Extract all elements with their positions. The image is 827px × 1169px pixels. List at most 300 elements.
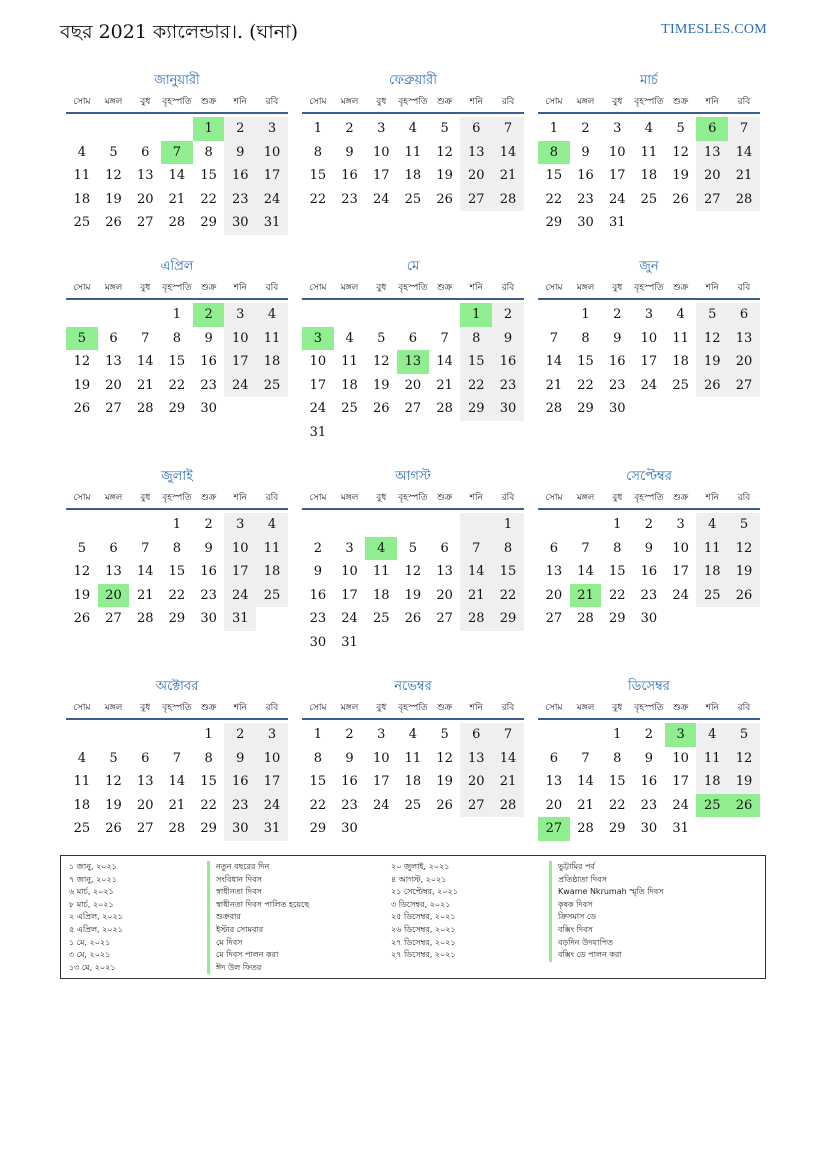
day-cell[interactable]: 14 [460, 560, 492, 584]
day-cell[interactable]: 19 [696, 350, 728, 374]
day-cell[interactable]: 9 [313, 564, 322, 579]
day-cell[interactable]: 10 [372, 144, 390, 160]
day-cell[interactable]: 17 [341, 587, 358, 603]
day-cell[interactable]: 18 [341, 377, 358, 393]
day-cell[interactable]: 21 [570, 584, 602, 608]
day-cell[interactable]: 14 [728, 141, 760, 165]
day-cell[interactable]: 11 [696, 537, 728, 561]
day-cell[interactable]: 16 [492, 350, 524, 374]
day-cell[interactable]: 23 [224, 794, 256, 818]
day-cell[interactable]: 8 [613, 750, 622, 766]
day-cell[interactable]: 16 [224, 164, 256, 188]
day-cell[interactable]: 7 [492, 117, 524, 141]
day-cell[interactable]: 16 [608, 354, 626, 369]
day-cell[interactable]: 10 [224, 537, 256, 561]
day-cell[interactable]: 18 [696, 560, 728, 584]
day-cell[interactable]: 8 [204, 750, 213, 766]
day-cell[interactable]: 10 [672, 750, 689, 766]
day-cell[interactable]: 10 [640, 330, 658, 346]
day-cell[interactable]: 15 [168, 354, 186, 369]
day-cell[interactable]: 10 [608, 144, 626, 160]
day-cell[interactable]: 29 [608, 821, 626, 836]
day-cell[interactable]: 30 [640, 821, 658, 836]
day-cell[interactable]: 4 [676, 307, 685, 322]
day-cell[interactable]: 22 [309, 797, 327, 813]
day-cell[interactable]: 4 [696, 513, 728, 537]
day-cell[interactable]: 4 [256, 303, 288, 327]
day-cell[interactable]: 2 [644, 517, 654, 532]
day-cell[interactable]: 11 [256, 327, 288, 351]
day-cell[interactable]: 1 [313, 727, 322, 742]
day-cell[interactable]: 25 [696, 794, 728, 818]
day-cell[interactable]: 6 [141, 750, 150, 766]
day-cell[interactable]: 18 [404, 774, 422, 789]
day-cell[interactable]: 5 [377, 330, 386, 346]
day-cell[interactable]: 24 [224, 374, 256, 398]
day-cell[interactable]: 14 [168, 774, 186, 789]
day-cell[interactable]: 7 [492, 723, 524, 747]
day-cell[interactable]: 6 [460, 723, 492, 747]
day-cell[interactable]: 22 [200, 797, 217, 813]
day-cell[interactable]: 11 [640, 144, 658, 160]
day-cell[interactable]: 15 [168, 564, 186, 579]
day-cell[interactable]: 9 [224, 141, 256, 165]
day-cell[interactable]: 13 [728, 327, 760, 351]
day-cell[interactable]: 4 [408, 121, 418, 136]
day-cell[interactable]: 26 [696, 374, 728, 398]
day-cell[interactable]: 2 [193, 303, 225, 327]
day-cell[interactable]: 3 [613, 121, 622, 136]
day-cell[interactable]: 29 [200, 821, 217, 836]
day-cell[interactable]: 29 [492, 607, 524, 631]
day-cell[interactable]: 17 [224, 350, 256, 374]
day-cell[interactable]: 11 [696, 747, 728, 771]
day-cell[interactable]: 10 [256, 747, 288, 771]
day-cell[interactable]: 5 [676, 121, 685, 136]
day-cell[interactable]: 6 [696, 117, 728, 141]
day-cell[interactable]: 13 [136, 168, 154, 183]
day-cell[interactable]: 3 [224, 513, 256, 537]
day-cell[interactable]: 24 [256, 188, 288, 212]
day-cell[interactable]: 17 [256, 164, 288, 188]
day-cell[interactable]: 19 [728, 560, 760, 584]
day-cell[interactable]: 18 [404, 168, 422, 183]
day-cell[interactable]: 30 [200, 401, 217, 416]
day-cell[interactable]: 12 [404, 564, 422, 579]
day-cell[interactable]: 7 [460, 537, 492, 561]
day-cell[interactable]: 21 [545, 377, 563, 393]
day-cell[interactable]: 15 [309, 774, 327, 789]
day-cell[interactable]: 26 [73, 401, 91, 416]
day-cell[interactable]: 7 [161, 141, 193, 165]
day-cell[interactable]: 16 [341, 168, 358, 183]
day-cell[interactable]: 21 [460, 584, 492, 608]
day-cell[interactable]: 7 [728, 117, 760, 141]
day-cell[interactable]: 17 [672, 774, 689, 789]
day-cell[interactable]: 30 [224, 211, 256, 235]
day-cell[interactable]: 8 [492, 537, 524, 561]
day-cell[interactable]: 6 [460, 117, 492, 141]
day-cell[interactable]: 31 [256, 211, 288, 235]
day-cell[interactable]: 21 [728, 164, 760, 188]
day-cell[interactable]: 13 [136, 774, 154, 789]
day-cell[interactable]: 1 [204, 727, 213, 742]
day-cell[interactable]: 21 [136, 377, 154, 393]
day-cell[interactable]: 20 [460, 164, 492, 188]
day-cell[interactable]: 21 [492, 164, 524, 188]
day-cell[interactable]: 12 [436, 144, 453, 160]
day-cell[interactable]: 28 [168, 215, 186, 230]
day-cell[interactable]: 25 [256, 374, 288, 398]
day-cell[interactable]: 30 [577, 215, 594, 230]
day-cell[interactable]: 26 [73, 611, 91, 626]
day-cell[interactable]: 13 [397, 350, 429, 374]
day-cell[interactable]: 5 [440, 121, 449, 136]
day-cell[interactable]: 15 [309, 168, 327, 183]
day-cell[interactable]: 20 [436, 587, 453, 603]
day-cell[interactable]: 9 [613, 330, 622, 346]
day-cell[interactable]: 26 [105, 215, 122, 230]
day-cell[interactable]: 11 [256, 537, 288, 561]
day-cell[interactable]: 7 [440, 330, 449, 346]
day-cell[interactable]: 28 [577, 611, 594, 626]
day-cell[interactable]: 20 [136, 797, 154, 813]
day-cell[interactable]: 5 [696, 303, 728, 327]
day-cell[interactable]: 13 [460, 747, 492, 771]
day-cell[interactable]: 24 [640, 377, 658, 393]
day-cell[interactable]: 2 [224, 723, 256, 747]
day-cell[interactable]: 1 [581, 307, 590, 322]
day-cell[interactable]: 22 [460, 374, 492, 398]
day-cell[interactable]: 27 [545, 611, 563, 626]
day-cell[interactable]: 26 [436, 797, 453, 813]
day-cell[interactable]: 10 [372, 750, 390, 766]
day-cell[interactable]: 1 [460, 303, 492, 327]
day-cell[interactable]: 15 [460, 350, 492, 374]
day-cell[interactable]: 24 [372, 191, 390, 207]
day-cell[interactable]: 27 [728, 374, 760, 398]
day-cell[interactable]: 20 [105, 377, 122, 393]
day-cell[interactable]: 31 [608, 215, 626, 230]
day-cell[interactable]: 21 [168, 191, 186, 207]
site-logo[interactable]: TIMESLES.COM [661, 22, 767, 37]
day-cell[interactable]: 9 [581, 144, 590, 160]
day-cell[interactable]: 12 [105, 774, 122, 789]
day-cell[interactable]: 6 [440, 540, 449, 556]
day-cell[interactable]: 30 [309, 634, 327, 650]
day-cell[interactable]: 30 [224, 817, 256, 841]
day-cell[interactable]: 1 [172, 517, 182, 532]
day-cell[interactable]: 17 [608, 168, 626, 183]
day-cell[interactable]: 5 [728, 723, 760, 747]
day-cell[interactable]: 4 [696, 723, 728, 747]
day-cell[interactable]: 12 [105, 168, 122, 183]
day-cell[interactable]: 2 [345, 121, 354, 136]
day-cell[interactable]: 27 [136, 215, 154, 230]
day-cell[interactable]: 1 [549, 121, 558, 136]
day-cell[interactable]: 11 [341, 354, 358, 369]
day-cell[interactable]: 1 [193, 117, 225, 141]
day-cell[interactable]: 2 [613, 307, 622, 322]
day-cell[interactable]: 26 [728, 584, 760, 608]
day-cell[interactable]: 22 [168, 377, 186, 393]
day-cell[interactable]: 14 [577, 774, 594, 789]
day-cell[interactable]: 13 [460, 141, 492, 165]
day-cell[interactable]: 8 [313, 750, 322, 766]
day-cell[interactable]: 28 [545, 401, 563, 416]
day-cell[interactable]: 21 [436, 377, 453, 393]
day-cell[interactable]: 29 [200, 215, 217, 230]
day-cell[interactable]: 6 [549, 750, 558, 766]
day-cell[interactable]: 13 [696, 141, 728, 165]
day-cell[interactable]: 18 [672, 354, 689, 369]
day-cell[interactable]: 23 [200, 587, 217, 603]
day-cell[interactable]: 7 [581, 540, 590, 556]
day-cell[interactable]: 21 [136, 587, 154, 603]
day-cell[interactable]: 10 [256, 141, 288, 165]
day-cell[interactable]: 12 [73, 354, 91, 369]
day-cell[interactable]: 5 [66, 327, 98, 351]
day-cell[interactable]: 8 [460, 327, 492, 351]
day-cell[interactable]: 22 [309, 191, 327, 207]
day-cell[interactable]: 2 [224, 117, 256, 141]
day-cell[interactable]: 28 [728, 188, 760, 212]
day-cell[interactable]: 12 [73, 564, 91, 579]
day-cell[interactable]: 17 [372, 774, 390, 789]
day-cell[interactable]: 15 [545, 168, 563, 183]
day-cell[interactable]: 9 [644, 540, 654, 556]
day-cell[interactable]: 12 [696, 327, 728, 351]
day-cell[interactable]: 28 [136, 401, 154, 416]
day-cell[interactable]: 10 [309, 354, 327, 369]
day-cell[interactable]: 8 [313, 144, 322, 160]
day-cell[interactable]: 2 [345, 727, 354, 742]
day-cell[interactable]: 27 [538, 817, 570, 841]
day-cell[interactable]: 12 [728, 537, 760, 561]
day-cell[interactable]: 31 [224, 607, 256, 631]
day-cell[interactable]: 23 [577, 191, 594, 207]
day-cell[interactable]: 13 [105, 564, 122, 579]
day-cell[interactable]: 20 [404, 377, 422, 393]
day-cell[interactable]: 10 [224, 327, 256, 351]
day-cell[interactable]: 19 [436, 774, 453, 789]
day-cell[interactable]: 27 [105, 611, 122, 626]
day-cell[interactable]: 23 [200, 377, 217, 393]
day-cell[interactable]: 31 [341, 634, 358, 650]
day-cell[interactable]: 2 [581, 121, 590, 136]
day-cell[interactable]: 18 [73, 191, 91, 207]
day-cell[interactable]: 25 [696, 584, 728, 608]
day-cell[interactable]: 5 [109, 750, 118, 766]
day-cell[interactable]: 16 [224, 770, 256, 794]
day-cell[interactable]: 8 [204, 144, 213, 160]
day-cell[interactable]: 5 [728, 513, 760, 537]
day-cell[interactable]: 31 [309, 424, 327, 440]
day-cell[interactable]: 14 [492, 141, 524, 165]
day-cell[interactable]: 31 [672, 821, 689, 836]
day-cell[interactable]: 23 [492, 374, 524, 398]
day-cell[interactable]: 12 [672, 144, 689, 160]
day-cell[interactable]: 29 [168, 401, 186, 416]
day-cell[interactable]: 27 [460, 188, 492, 212]
day-cell[interactable]: 13 [545, 564, 563, 579]
day-cell[interactable]: 14 [436, 354, 453, 369]
day-cell[interactable]: 9 [345, 750, 354, 766]
day-cell[interactable]: 2 [204, 517, 213, 532]
day-cell[interactable]: 11 [404, 750, 422, 766]
day-cell[interactable]: 4 [408, 727, 418, 742]
day-cell[interactable]: 26 [372, 401, 390, 416]
day-cell[interactable]: 29 [545, 215, 563, 230]
day-cell[interactable]: 22 [545, 191, 563, 207]
day-cell[interactable]: 3 [676, 517, 685, 532]
day-cell[interactable]: 23 [341, 797, 358, 813]
day-cell[interactable]: 16 [341, 774, 358, 789]
day-cell[interactable]: 2 [644, 727, 654, 742]
day-cell[interactable]: 27 [436, 611, 453, 626]
day-cell[interactable]: 20 [696, 164, 728, 188]
day-cell[interactable]: 30 [200, 611, 217, 626]
day-cell[interactable]: 22 [168, 587, 186, 603]
day-cell[interactable]: 20 [460, 770, 492, 794]
day-cell[interactable]: 17 [256, 770, 288, 794]
day-cell[interactable]: 15 [608, 564, 626, 579]
day-cell[interactable]: 9 [204, 330, 213, 346]
day-cell[interactable]: 15 [492, 560, 524, 584]
day-cell[interactable]: 25 [73, 215, 91, 230]
day-cell[interactable]: 17 [372, 168, 390, 183]
day-cell[interactable]: 18 [640, 168, 658, 183]
day-cell[interactable]: 26 [105, 821, 122, 836]
day-cell[interactable]: 27 [136, 821, 154, 836]
day-cell[interactable]: 19 [436, 168, 453, 183]
day-cell[interactable]: 12 [728, 747, 760, 771]
day-cell[interactable]: 20 [545, 797, 563, 813]
day-cell[interactable]: 14 [168, 168, 186, 183]
day-cell[interactable]: 14 [136, 564, 154, 579]
day-cell[interactable]: 3 [345, 540, 354, 556]
day-cell[interactable]: 14 [545, 354, 563, 369]
day-cell[interactable]: 1 [172, 307, 182, 322]
day-cell[interactable]: 14 [492, 747, 524, 771]
day-cell[interactable]: 3 [256, 723, 288, 747]
day-cell[interactable]: 6 [141, 144, 150, 160]
day-cell[interactable]: 25 [73, 821, 91, 836]
day-cell[interactable]: 24 [309, 401, 327, 416]
day-cell[interactable]: 3 [302, 327, 334, 351]
day-cell[interactable]: 8 [613, 540, 622, 556]
day-cell[interactable]: 29 [309, 821, 327, 836]
day-cell[interactable]: 19 [73, 377, 91, 393]
day-cell[interactable]: 5 [109, 144, 118, 160]
day-cell[interactable]: 29 [168, 611, 186, 626]
day-cell[interactable]: 25 [372, 611, 390, 626]
day-cell[interactable]: 9 [224, 747, 256, 771]
day-cell[interactable]: 9 [644, 750, 654, 766]
day-cell[interactable]: 6 [728, 303, 760, 327]
day-cell[interactable]: 4 [644, 121, 654, 136]
day-cell[interactable]: 24 [372, 797, 390, 813]
day-cell[interactable]: 17 [672, 564, 689, 579]
day-cell[interactable]: 11 [404, 144, 422, 160]
day-cell[interactable]: 3 [644, 307, 654, 322]
day-cell[interactable]: 19 [73, 587, 91, 603]
day-cell[interactable]: 1 [613, 727, 622, 742]
day-cell[interactable]: 19 [372, 377, 390, 393]
day-cell[interactable]: 15 [200, 774, 217, 789]
day-cell[interactable]: 5 [408, 540, 418, 556]
day-cell[interactable]: 22 [200, 191, 217, 207]
day-cell[interactable]: 25 [404, 797, 422, 813]
day-cell[interactable]: 9 [204, 540, 213, 556]
day-cell[interactable]: 13 [105, 354, 122, 369]
day-cell[interactable]: 24 [672, 587, 689, 603]
day-cell[interactable]: 26 [672, 191, 689, 207]
day-cell[interactable]: 28 [492, 794, 524, 818]
day-cell[interactable]: 17 [224, 560, 256, 584]
day-cell[interactable]: 4 [77, 750, 86, 766]
day-cell[interactable]: 6 [109, 540, 118, 556]
day-cell[interactable]: 16 [577, 168, 594, 183]
day-cell[interactable]: 1 [313, 121, 322, 136]
day-cell[interactable]: 28 [577, 821, 594, 836]
day-cell[interactable]: 23 [224, 188, 256, 212]
day-cell[interactable]: 28 [136, 611, 154, 626]
day-cell[interactable]: 2 [492, 303, 524, 327]
day-cell[interactable]: 15 [200, 168, 217, 183]
day-cell[interactable]: 27 [696, 188, 728, 212]
day-cell[interactable]: 28 [460, 607, 492, 631]
day-cell[interactable]: 3 [256, 117, 288, 141]
day-cell[interactable]: 21 [577, 797, 594, 813]
day-cell[interactable]: 1 [613, 517, 622, 532]
day-cell[interactable]: 26 [436, 191, 453, 207]
day-cell[interactable]: 11 [672, 330, 689, 346]
day-cell[interactable]: 17 [640, 354, 658, 369]
day-cell[interactable]: 15 [608, 774, 626, 789]
day-cell[interactable]: 7 [549, 330, 558, 346]
day-cell[interactable]: 3 [377, 121, 386, 136]
day-cell[interactable]: 29 [608, 611, 626, 626]
day-cell[interactable]: 26 [728, 794, 760, 818]
day-cell[interactable]: 30 [341, 821, 358, 836]
day-cell[interactable]: 13 [436, 564, 453, 579]
day-cell[interactable]: 16 [640, 774, 658, 789]
day-cell[interactable]: 18 [73, 797, 91, 813]
day-cell[interactable]: 22 [492, 584, 524, 608]
day-cell[interactable]: 22 [577, 377, 594, 393]
day-cell[interactable]: 28 [492, 188, 524, 212]
day-cell[interactable]: 12 [372, 354, 390, 369]
day-cell[interactable]: 22 [608, 587, 626, 603]
day-cell[interactable]: 4 [365, 537, 397, 561]
day-cell[interactable]: 11 [73, 168, 91, 183]
day-cell[interactable]: 4 [345, 330, 354, 346]
day-cell[interactable]: 25 [672, 377, 689, 393]
day-cell[interactable]: 30 [640, 611, 658, 626]
day-cell[interactable]: 26 [404, 611, 422, 626]
day-cell[interactable]: 15 [577, 354, 594, 369]
day-cell[interactable]: 6 [408, 330, 418, 346]
day-cell[interactable]: 28 [436, 401, 453, 416]
day-cell[interactable]: 8 [172, 540, 182, 556]
day-cell[interactable]: 5 [440, 727, 449, 742]
day-cell[interactable]: 8 [172, 330, 182, 346]
day-cell[interactable]: 11 [73, 774, 91, 789]
day-cell[interactable]: 3 [665, 723, 697, 747]
day-cell[interactable]: 5 [77, 540, 86, 556]
day-cell[interactable]: 24 [224, 584, 256, 608]
